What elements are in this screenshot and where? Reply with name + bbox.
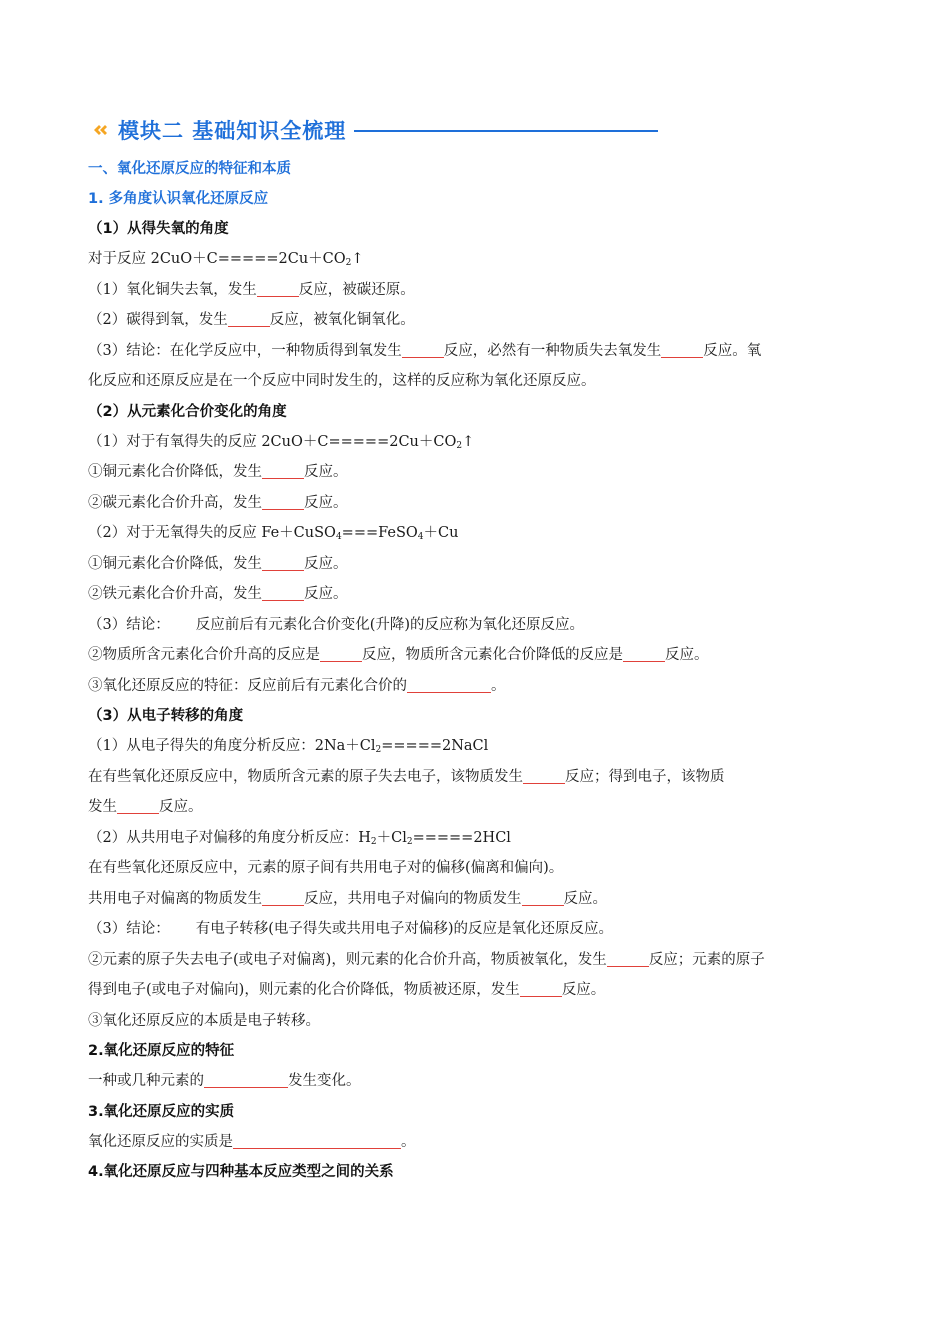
text-span: （2）对于无氧得失的反应 Fe＋CuSO [88,525,336,541]
text-span: （2）碳得到氧，发生 [88,312,228,328]
answer-blank[interactable] [661,341,703,358]
text-span: 反应。 [304,494,348,511]
subscript: 4 [335,532,342,542]
text-line [88,762,868,793]
text-span: ③氧化还原反应的特征：反应前后有元素化合价的 [88,677,407,694]
document-page [88,112,868,1187]
answer-blank[interactable] [228,310,270,327]
subscript: 2 [375,745,382,755]
text-line [88,945,868,976]
text-line [88,1127,868,1158]
text-span: ＋Cl [376,829,407,846]
text-span: 反应。 [159,799,203,815]
subscript: 2 [370,836,377,847]
text-span: （1）对于有氧得失的反应 2CuO＋C=====2Cu＋CO [88,433,457,450]
answer-blank[interactable] [262,889,304,906]
answer-blank[interactable] [520,980,562,997]
text-span: ②碳元素化合价升高，发生 [88,494,262,511]
text-span: ②元素的原子失去电子(或电子对偏离)，则元素的化合价升高，物质被氧化，发生 [88,951,607,968]
answer-blank[interactable] [523,767,565,784]
text-span: 发生 [88,799,117,815]
subscript: 2 [345,258,352,268]
double-diamond-icon [88,120,114,140]
text-line [88,275,868,306]
text-line [88,305,868,336]
text-line [88,549,868,580]
text-line: 化反应和还原反应是在一个反应中同时发生的，这样的反应称为氧化还原反应。 [88,373,596,389]
subsection-heading: 1. 多角度认识氧化还原反应 [88,191,269,207]
text-line [88,336,868,367]
answer-blank[interactable] [233,1132,401,1149]
text-line [88,427,868,458]
text-span: 反应，共用电子对偏向的物质发生 [304,890,522,907]
text-span: ①铜元素化合价降低，发生 [88,464,262,480]
text-span: 。 [491,677,506,694]
text-line [88,792,868,823]
answer-blank[interactable] [262,493,304,510]
text-span: （3）结论： [88,616,170,633]
text-span: 反应。 [665,647,709,663]
text-span: ＋Cu [423,525,459,541]
text-span: （3）结论：在化学反应中，一种物质得到氧发生 [88,342,402,359]
text-span: 反应。 [561,982,606,998]
answer-blank[interactable] [607,950,649,967]
text-span: ①铜元素化合价降低，发生 [88,555,262,572]
text-span: 。 [401,1133,416,1150]
subscript: 2 [456,440,463,451]
text-span: （3）结论： [88,921,170,937]
part-heading: （1）从得失氧的角度 [88,221,229,237]
header-divider [354,130,658,132]
answer-blank[interactable] [623,645,665,662]
part-heading: （2）从元素化合价变化的角度 [88,403,287,420]
section-heading: 一、氧化还原反应的特征和本质 [88,161,291,177]
text-line [88,457,868,488]
text-span: 反应，必然有一种物质失去氧发生 [443,342,662,359]
text-span: 反应，被氧化铜氧化。 [269,312,415,328]
text-span: 共用电子对偏离的物质发生 [88,890,262,907]
answer-blank[interactable] [262,584,304,601]
text-span: （2）从共用电子对偏移的角度分析反应：H [88,829,371,846]
text-span: ===FeSO [341,525,418,541]
answer-blank[interactable] [204,1071,288,1088]
text-line [88,518,868,549]
text-line: ③氧化还原反应的本质是电子转移。 [88,1012,320,1029]
part-heading: （3）从电子转移的角度 [88,708,244,724]
text-span: 反应。 [563,890,607,907]
text-line [88,640,868,671]
text-span: 反应。氧 [703,342,762,359]
answer-blank[interactable] [262,554,304,571]
text-span: 氧化还原反应的实质是 [88,1133,233,1150]
text-span: 反应前后有元素化合价变化(升降)的反应称为氧化还原反应。 [195,616,585,633]
text-span: 反应。 [304,464,348,480]
text-span: 在有些氧化还原反应中，物质所含元素的原子失去电子，该物质发生 [88,768,523,785]
answer-blank[interactable] [262,462,304,479]
answer-blank[interactable] [522,889,564,906]
text-line [88,488,868,519]
text-span: 有电子转移(电子得失或共用电子对偏移)的反应是氧化还原反应。 [195,921,614,937]
answer-blank[interactable] [402,341,444,358]
text-span: 发生变化。 [288,1073,361,1089]
section-heading: 2.氧化还原反应的特征 [88,1043,235,1059]
text-span: ↑ [351,251,364,267]
text-span: =====2NaCl [381,738,489,754]
text-span: （1）从电子得失的角度分析反应：2Na＋Cl [88,738,376,754]
answer-blank[interactable] [407,676,491,693]
text-span: 得到电子(或电子对偏向)，则元素的化合价降低，物质被还原，发生 [88,982,520,998]
section-heading: 3.氧化还原反应的实质 [88,1103,235,1120]
text-line [88,579,868,610]
text-span: 反应，物质所含元素化合价降低的反应是 [362,647,623,663]
module-header [88,112,868,148]
text-line [88,884,868,915]
module-title: 模块二 基础知识全梳理 [118,119,347,143]
text-span: 一种或几种元素的 [88,1073,204,1089]
text-line [88,914,868,945]
text-span: ②铁元素化合价升高，发生 [88,586,262,602]
text-span: ↑ [462,433,475,450]
text-span: 反应；元素的原子 [648,951,765,968]
text-span: ②物质所含元素化合价升高的反应是 [88,647,320,663]
text-line: 在有些氧化还原反应中，元素的原子间有共用电子对的偏移(偏离和偏向)。 [88,860,564,876]
text-span: 反应。 [304,586,348,602]
answer-blank[interactable] [320,645,362,662]
section-heading: 4.氧化还原反应与四种基本反应类型之间的关系 [88,1164,394,1180]
text-line [88,975,868,1006]
answer-blank[interactable] [257,280,299,297]
text-line [88,731,868,762]
text-line [88,244,868,275]
text-span: 反应；得到电子，该物质 [565,768,725,785]
subscript: 4 [417,532,424,542]
text-span: 反应。 [304,555,348,572]
text-span: 反应，被碳还原。 [298,281,415,298]
text-line [88,823,868,854]
text-span: 对于反应 2CuO＋C=====2Cu＋CO [88,251,346,267]
text-line [88,1066,868,1097]
text-line [88,671,868,702]
text-line [88,610,868,641]
subscript: 2 [406,836,413,847]
text-span: （1）氧化铜失去氧，发生 [88,281,257,298]
answer-blank[interactable] [117,797,159,814]
text-span: =====2HCl [412,829,511,846]
